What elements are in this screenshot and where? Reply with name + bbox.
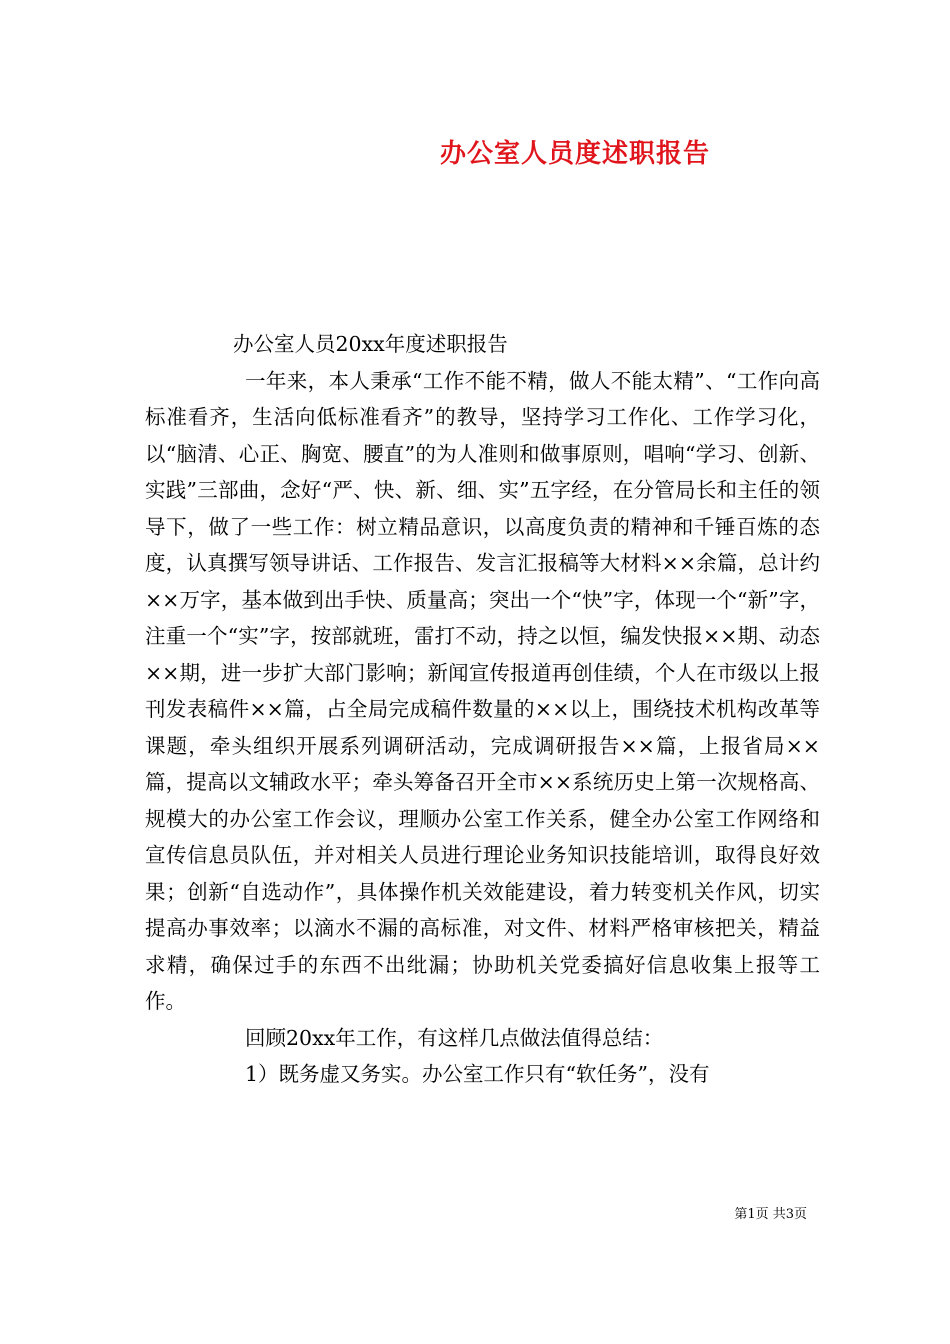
document-body [145,326,820,1093]
paragraph-summary: 一年来，本人秉承“工作不能不精，做人不能太精”、“工作向高标准看齐，生活向低标准看齐”的教导，坚持学习工作化、工作学习化，以“脑清、心正、胸宽、腰直”的为人准则和做事原则，唱响“学习、创新、实践”三部曲，念好“严、快、新、细、实”五字经，在分管局长和主任的领导下，做了一些工作：树立精品意识，以高度负责的精神和千锤百炼的态度，认真撰写领导讲话、工作报告、发言汇报稿等大材料××余篇，总计约××万字，基本做到出手快、质量高；突出一个“快”字，体现一个“新”字，注重一个“实”字，按部就班，雷打不动，持之以恒，编发快报××期、动态××期，进一步扩大部门影响；新闻宣传报道再创佳绩，个人在市级以上报刊发表稿件××篇，占全局完成稿件数量的××以上，围绕技术机构改革等课题，牵头组织开展系列调研活动，完成调研报告××篇，上报省局××篇，提高以文辅政水平；牵头筹备召开全市××系统历史上第一次规格高、规模大的办公室工作会议，理顺办公室工作关系，健全办公室工作网络和宣传信息员队伍，并对相关人员进行理论业务知识技能培训，取得良好效果；创新“自选动作”，具体操作机关效能建设，着力转变机关作风，切实提高办事效率；以滴水不漏的高标准，对文件、材料严格审核把关，精益求精，确保过手的东西不出纰漏；协助机关党委搞好信息收集上报等工作。 [145,368,820,1013]
paragraph-point-1: 1）既务虚又务实。办公室工作只有“软任务”，没有 [245,1062,710,1086]
page-number: 第1页 共3页 [734,1207,807,1222]
document-title: 办公室人员度述职报告 [439,139,710,169]
document-subtitle: 办公室人员20xx年度述职报告 [233,332,508,356]
paragraph-review: 回顾20xx年工作，有这样几点做法值得总结： [245,1025,664,1050]
